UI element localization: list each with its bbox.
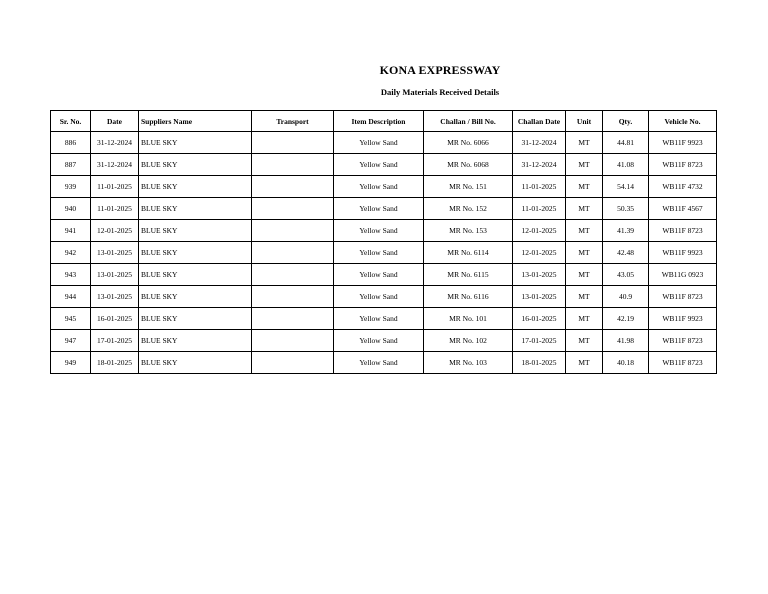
cell-item: Yellow Sand — [334, 264, 424, 286]
cell-challan-no: MR No. 6068 — [424, 154, 513, 176]
cell-qty: 43.05 — [603, 264, 649, 286]
cell-transport — [252, 308, 334, 330]
cell-transport — [252, 242, 334, 264]
cell-vehicle-no: WB11F 8723 — [649, 286, 717, 308]
cell-unit: MT — [566, 176, 603, 198]
cell-qty: 40.18 — [603, 352, 649, 374]
cell-sr-no: 943 — [51, 264, 91, 286]
materials-table — [50, 110, 717, 374]
col-header-date: Date — [91, 111, 139, 132]
cell-transport — [252, 220, 334, 242]
cell-challan-no: MR No. 6116 — [424, 286, 513, 308]
cell-item: Yellow Sand — [334, 198, 424, 220]
cell-date: 18-01-2025 — [91, 352, 139, 374]
cell-sr-no: 939 — [51, 176, 91, 198]
cell-item: Yellow Sand — [334, 176, 424, 198]
cell-date: 17-01-2025 — [91, 330, 139, 352]
cell-vehicle-no: WB11F 8723 — [649, 352, 717, 374]
cell-challan-date: 17-01-2025 — [513, 330, 566, 352]
cell-qty: 54.14 — [603, 176, 649, 198]
cell-sr-no: 886 — [51, 132, 91, 154]
col-header-transport: Transport — [252, 111, 334, 132]
cell-transport — [252, 198, 334, 220]
cell-unit: MT — [566, 242, 603, 264]
cell-challan-no: MR No. 103 — [424, 352, 513, 374]
cell-challan-no: MR No. 6115 — [424, 264, 513, 286]
cell-item: Yellow Sand — [334, 132, 424, 154]
cell-challan-date: 12-01-2025 — [513, 220, 566, 242]
cell-qty: 44.81 — [603, 132, 649, 154]
document-title: KONA EXPRESSWAY — [379, 63, 501, 77]
cell-date: 31-12-2024 — [91, 154, 139, 176]
cell-date: 16-01-2025 — [91, 308, 139, 330]
cell-unit: MT — [566, 286, 603, 308]
cell-date: 13-01-2025 — [91, 242, 139, 264]
cell-vehicle-no: WB11F 4732 — [649, 176, 717, 198]
cell-challan-date: 31-12-2024 — [513, 132, 566, 154]
cell-date: 31-12-2024 — [91, 132, 139, 154]
cell-supplier: BLUE SKY — [139, 154, 252, 176]
cell-challan-no: MR No. 6114 — [424, 242, 513, 264]
cell-unit: MT — [566, 330, 603, 352]
cell-sr-no: 942 — [51, 242, 91, 264]
cell-vehicle-no: WB11F 9923 — [649, 132, 717, 154]
cell-unit: MT — [566, 352, 603, 374]
cell-vehicle-no: WB11F 9923 — [649, 308, 717, 330]
cell-vehicle-no: WB11F 8723 — [649, 154, 717, 176]
cell-date: 12-01-2025 — [91, 220, 139, 242]
table-row — [51, 198, 717, 220]
cell-transport — [252, 176, 334, 198]
table-row — [51, 352, 717, 374]
cell-vehicle-no: WB11F 8723 — [649, 330, 717, 352]
table-row — [51, 286, 717, 308]
cell-sr-no: 945 — [51, 308, 91, 330]
col-header-sr-no: Sr. No. — [51, 111, 91, 132]
cell-challan-no: MR No. 153 — [424, 220, 513, 242]
cell-unit: MT — [566, 154, 603, 176]
cell-transport — [252, 330, 334, 352]
table-row — [51, 264, 717, 286]
table-row — [51, 132, 717, 154]
cell-qty: 42.19 — [603, 308, 649, 330]
col-header-item-description: Item Description — [334, 111, 424, 132]
cell-challan-date: 31-12-2024 — [513, 154, 566, 176]
cell-transport — [252, 264, 334, 286]
cell-sr-no: 887 — [51, 154, 91, 176]
cell-vehicle-no: WB11F 4567 — [649, 198, 717, 220]
document-subtitle: Daily Materials Received Details — [380, 87, 500, 97]
cell-item: Yellow Sand — [334, 352, 424, 374]
cell-unit: MT — [566, 308, 603, 330]
col-header-challan-date: Challan Date — [513, 111, 566, 132]
cell-supplier: BLUE SKY — [139, 308, 252, 330]
cell-transport — [252, 352, 334, 374]
cell-sr-no: 944 — [51, 286, 91, 308]
cell-unit: MT — [566, 198, 603, 220]
cell-challan-date: 12-01-2025 — [513, 242, 566, 264]
table-row — [51, 154, 717, 176]
cell-item: Yellow Sand — [334, 286, 424, 308]
col-header-vehicle-no: Vehicle No. — [649, 111, 717, 132]
cell-challan-no: MR No. 102 — [424, 330, 513, 352]
cell-vehicle-no: WB11G 0923 — [649, 264, 717, 286]
cell-transport — [252, 154, 334, 176]
table-header-row — [51, 111, 717, 132]
cell-transport — [252, 286, 334, 308]
cell-supplier: BLUE SKY — [139, 132, 252, 154]
cell-item: Yellow Sand — [334, 308, 424, 330]
cell-date: 13-01-2025 — [91, 264, 139, 286]
cell-item: Yellow Sand — [334, 242, 424, 264]
cell-transport — [252, 132, 334, 154]
cell-sr-no: 949 — [51, 352, 91, 374]
cell-sr-no: 940 — [51, 198, 91, 220]
cell-challan-date: 16-01-2025 — [513, 308, 566, 330]
cell-challan-no: MR No. 151 — [424, 176, 513, 198]
cell-vehicle-no: WB11F 8723 — [649, 220, 717, 242]
cell-item: Yellow Sand — [334, 220, 424, 242]
cell-challan-date: 13-01-2025 — [513, 264, 566, 286]
table-row — [51, 176, 717, 198]
cell-date: 11-01-2025 — [91, 176, 139, 198]
cell-qty: 41.08 — [603, 154, 649, 176]
table-row — [51, 308, 717, 330]
cell-challan-date: 13-01-2025 — [513, 286, 566, 308]
cell-supplier: BLUE SKY — [139, 242, 252, 264]
cell-challan-date: 18-01-2025 — [513, 352, 566, 374]
cell-supplier: BLUE SKY — [139, 330, 252, 352]
cell-qty: 41.39 — [603, 220, 649, 242]
cell-supplier: BLUE SKY — [139, 220, 252, 242]
cell-challan-no: MR No. 152 — [424, 198, 513, 220]
table-row — [51, 242, 717, 264]
cell-item: Yellow Sand — [334, 330, 424, 352]
cell-item: Yellow Sand — [334, 154, 424, 176]
cell-date: 13-01-2025 — [91, 286, 139, 308]
cell-vehicle-no: WB11F 9923 — [649, 242, 717, 264]
cell-supplier: BLUE SKY — [139, 352, 252, 374]
cell-supplier: BLUE SKY — [139, 198, 252, 220]
cell-sr-no: 941 — [51, 220, 91, 242]
col-header-qty: Qty. — [603, 111, 649, 132]
cell-qty: 40.9 — [603, 286, 649, 308]
table-row — [51, 220, 717, 242]
cell-challan-no: MR No. 6066 — [424, 132, 513, 154]
cell-sr-no: 947 — [51, 330, 91, 352]
cell-challan-date: 11-01-2025 — [513, 176, 566, 198]
cell-qty: 50.35 — [603, 198, 649, 220]
cell-supplier: BLUE SKY — [139, 264, 252, 286]
cell-unit: MT — [566, 264, 603, 286]
cell-qty: 41.98 — [603, 330, 649, 352]
cell-unit: MT — [566, 132, 603, 154]
col-header-suppliers-name: Suppliers Name — [139, 111, 252, 132]
cell-supplier: BLUE SKY — [139, 286, 252, 308]
col-header-unit: Unit — [566, 111, 603, 132]
cell-challan-date: 11-01-2025 — [513, 198, 566, 220]
col-header-challan-bill-no: Challan / Bill No. — [424, 111, 513, 132]
cell-date: 11-01-2025 — [91, 198, 139, 220]
cell-qty: 42.48 — [603, 242, 649, 264]
cell-challan-no: MR No. 101 — [424, 308, 513, 330]
cell-supplier: BLUE SKY — [139, 176, 252, 198]
cell-unit: MT — [566, 220, 603, 242]
table-row — [51, 330, 717, 352]
